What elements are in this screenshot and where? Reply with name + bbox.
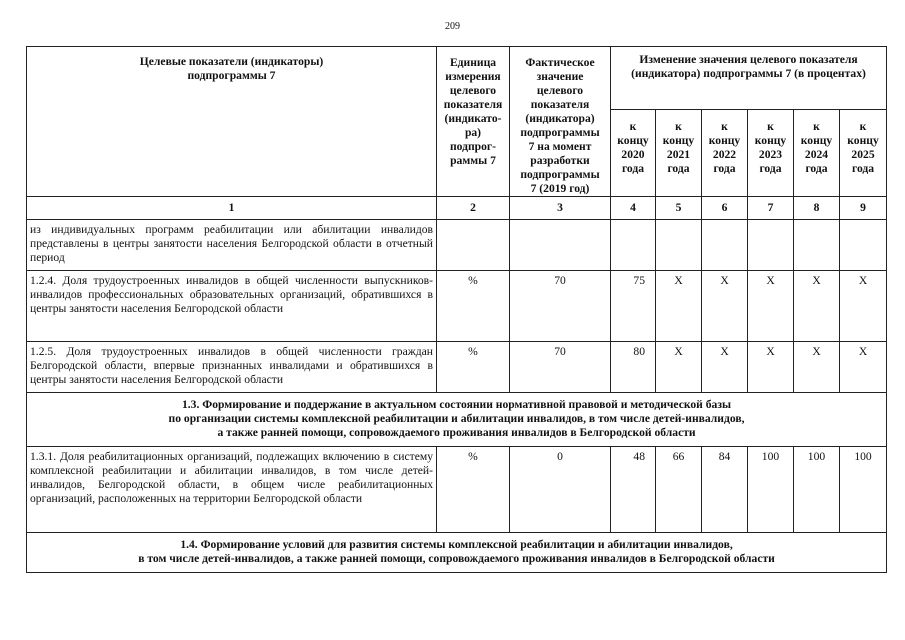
value-2025: 100 <box>840 447 887 533</box>
header-unit-line: целевого <box>449 84 497 97</box>
header-year-line: 2025 <box>851 148 875 161</box>
header-year-line: 2022 <box>712 148 737 161</box>
header-fact-line: подпрограммы <box>520 168 600 181</box>
header-year-line: к <box>629 120 637 133</box>
header-year-line: 2020 <box>621 148 645 161</box>
value-2022 <box>702 220 748 271</box>
value-2025: X <box>840 342 887 393</box>
header-year-line: года <box>759 162 782 175</box>
column-number: 4 <box>611 197 656 220</box>
header-year-line: года <box>851 162 875 175</box>
unit-cell <box>437 220 510 271</box>
header-fact-line: (индикатора) <box>525 112 595 125</box>
value-2022: 84 <box>702 447 748 533</box>
header-year-line: года <box>667 162 690 175</box>
fact-cell <box>510 220 611 271</box>
header-indicators-line: подпрограммы 7 <box>187 69 276 82</box>
value-2023: 100 <box>748 447 794 533</box>
column-number: 3 <box>510 197 611 220</box>
indicator-text: из индивидуальных программ реабилитации или абилитации инвалидов представлены в центры занятости населения Белгородской области в отчетный период <box>27 220 437 271</box>
header-year-line: к <box>813 120 820 133</box>
header-change-line: (индикатора) подпрограммы 7 (в процентах) <box>631 67 866 80</box>
header-year-2020 <box>611 110 656 197</box>
header-year-line: года <box>805 162 828 175</box>
section-heading-line: 1.4. Формирование условий для развития системы комплексной реабилитации и абилитации инвалидов, <box>180 538 733 551</box>
page-number: 209 <box>445 21 460 32</box>
column-number: 9 <box>840 197 887 220</box>
section-heading-1-4 <box>27 533 887 573</box>
section-heading-cell <box>27 533 887 573</box>
indicators-table <box>26 46 887 573</box>
header-year-2025 <box>840 110 887 197</box>
unit-cell: % <box>437 342 510 393</box>
header-year-line: концу <box>617 134 649 147</box>
header-fact-line: значение <box>536 70 584 83</box>
header-change <box>611 47 887 110</box>
header-year-line: концу <box>800 134 833 147</box>
table-row <box>27 271 887 342</box>
value-2020 <box>611 220 656 271</box>
unit-cell: % <box>437 447 510 533</box>
header-year-line: концу <box>847 134 879 147</box>
header-fact-value <box>510 47 611 197</box>
fact-cell: 70 <box>510 342 611 393</box>
header-year-line: к <box>859 120 867 133</box>
column-number: 6 <box>702 197 748 220</box>
header-year-line: года <box>713 162 736 175</box>
value-2020: 75 <box>611 271 656 342</box>
value-2022: X <box>702 342 748 393</box>
header-fact-line: разработки <box>530 154 590 167</box>
value-2023 <box>748 220 794 271</box>
header-year-2024 <box>794 110 840 197</box>
value-2025: X <box>840 271 887 342</box>
value-2023: X <box>748 342 794 393</box>
indicator-text: 1.2.5. Доля трудоустроенных инвалидов в общей численности граждан Белгородской области, впервые признанных инвалидами и обратившихся в центры занятости населения Белгородской области <box>27 342 437 393</box>
value-2024 <box>794 220 840 271</box>
value-2020: 48 <box>611 447 656 533</box>
value-2023: X <box>748 271 794 342</box>
header-fact-line: 7 (2019 год) <box>530 182 590 195</box>
header-fact-line: подпрограммы <box>520 126 600 139</box>
fact-cell: 70 <box>510 271 611 342</box>
header-year-line: к <box>675 120 682 133</box>
section-heading-line: а также ранней помощи, сопровождаемого проживания инвалидов в Белгородской области <box>217 426 696 439</box>
column-number: 8 <box>794 197 840 220</box>
value-2024: X <box>794 271 840 342</box>
header-unit-line: измерения <box>445 70 501 83</box>
header-fact-line: показателя <box>530 98 590 111</box>
header-fact-line: целевого <box>536 84 584 97</box>
value-2024: X <box>794 342 840 393</box>
value-2021 <box>656 220 702 271</box>
section-heading-line: по организации системы комплексной реабилитации и абилитации инвалидов, в том числе детей-инвалидов, <box>168 412 745 425</box>
header-change-line: Изменение значения целевого показателя <box>639 53 858 66</box>
value-2021: X <box>656 271 702 342</box>
value-2024: 100 <box>794 447 840 533</box>
header-year-2021 <box>656 110 702 197</box>
column-number: 7 <box>748 197 794 220</box>
header-unit-line: раммы 7 <box>450 154 496 167</box>
value-2025 <box>840 220 887 271</box>
section-heading-1-3 <box>27 393 887 447</box>
header-unit-line: показателя <box>443 98 503 111</box>
header-year-line: концу <box>708 134 741 147</box>
section-heading-line: в том числе детей-инвалидов, а также ранней помощи, сопровождаемого проживания инвалидов в Белгородской области <box>138 552 775 565</box>
fact-cell: 0 <box>510 447 611 533</box>
value-2021: 66 <box>656 447 702 533</box>
value-2020: 80 <box>611 342 656 393</box>
header-indicators <box>27 47 437 197</box>
header-year-line: 2024 <box>804 148 829 161</box>
column-number: 1 <box>27 197 437 220</box>
section-heading-line: 1.3. Формирование и поддержание в актуальном состоянии нормативной правовой и методической базы <box>181 398 732 411</box>
column-numbers-row <box>27 197 887 220</box>
header-year-2022 <box>702 110 748 197</box>
header-fact-line: Фактическое <box>525 56 595 69</box>
header-unit <box>437 47 510 197</box>
section-heading-cell <box>27 393 887 447</box>
header-year-line: к <box>767 120 774 133</box>
header-year-line: концу <box>754 134 787 147</box>
header-year-line: года <box>621 162 645 175</box>
header-year-line: 2023 <box>758 148 783 161</box>
header-year-line: 2021 <box>666 148 691 161</box>
table-row <box>27 220 887 271</box>
table-row <box>27 447 887 533</box>
header-year-2023 <box>748 110 794 197</box>
indicator-text: 1.2.4. Доля трудоустроенных инвалидов в общей численности выпускников-инвалидов профессиональных образовательных организаций, обратившихся в центры занятости населения Белгородской области <box>27 271 437 342</box>
header-unit-line: (индикато- <box>444 112 502 125</box>
header-indicators-line: Целевые показатели (индикаторы) <box>139 55 324 68</box>
value-2022: X <box>702 271 748 342</box>
header-fact-line: 7 на момент <box>528 140 592 153</box>
header-year-line: к <box>721 120 728 133</box>
indicator-text: 1.3.1. Доля реабилитационных организаций, подлежащих включению в систему комплексной реабилитации и абилитации инвалидов, в том числе детей-инвалидов, Белгородской области, в общем числе реабилитационных организаций, расположенных на территории Белгородской области <box>27 447 437 533</box>
column-number: 5 <box>656 197 702 220</box>
table-row <box>27 342 887 393</box>
header-unit-line: подпрог- <box>449 140 497 153</box>
header-unit-line: ра) <box>464 126 482 139</box>
unit-cell: % <box>437 271 510 342</box>
value-2021: X <box>656 342 702 393</box>
header-unit-line: Единица <box>449 56 497 69</box>
column-number: 2 <box>437 197 510 220</box>
header-year-line: концу <box>662 134 695 147</box>
